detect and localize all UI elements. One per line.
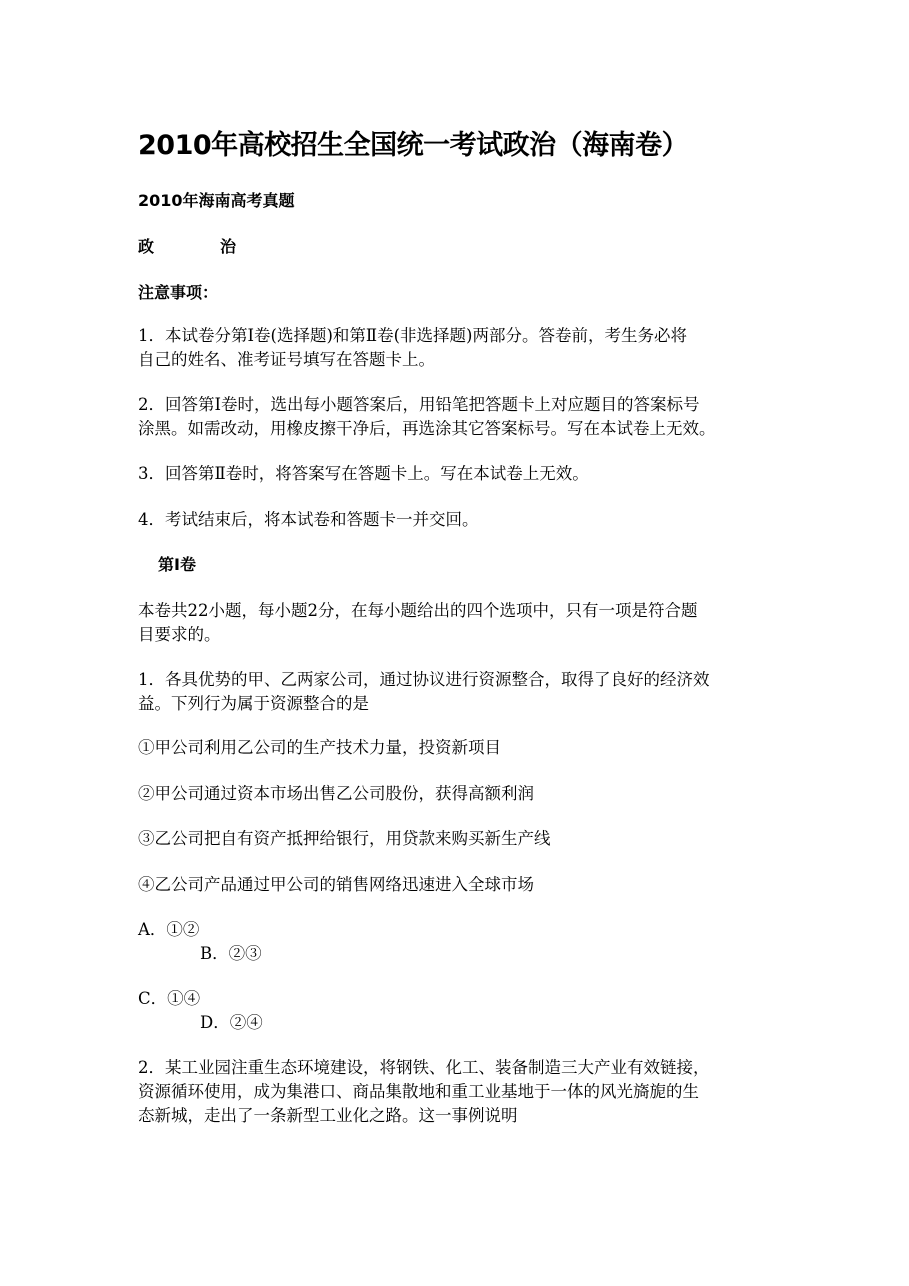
question-1-statement: ④乙公司产品通过甲公司的销售网络迅速进入全球市场 [138,875,534,894]
notice-line: 自己的姓名、准考证号填写在答题卡上。 [138,350,435,369]
intro-line: 目要求的。 [138,625,221,644]
notice-line: 4．考试结束后，将本试卷和答题卡一并交回。 [138,510,479,529]
question-1-statement: ②甲公司通过资本市场出售乙公司股份，获得高额利润 [138,784,534,803]
option-c: C．①④ [138,989,201,1008]
subject-char-right: 治 [220,237,237,256]
notice-item [138,462,778,486]
document-title: 2010年高校招生全国统一考试政治（海南卷） [138,130,689,161]
notice-line: 1．本试卷分第Ⅰ卷(选择题)和第Ⅱ卷(非选择题)两部分。答卷前，考生务必将 [138,326,687,345]
section-intro [138,599,778,647]
question-line: 态新城，走出了一条新型工业化之路。这一事例说明 [138,1106,518,1125]
question-1-statement: ③乙公司把自有资产抵押给银行，用贷款来购买新生产线 [138,829,551,848]
intro-line: 本卷共22小题，每小题2分，在每小题给出的四个选项中，只有一项是符合题 [138,601,698,620]
notice-item [138,393,778,441]
question-line: 益。下列行为属于资源整合的是 [138,694,369,713]
notice-line: 涂黑。如需改动，用橡皮擦干净后，再选涂其它答案标号。写在本试卷上无效。 [138,419,716,438]
subject-char-left: 政 [138,237,155,256]
notice-heading: 注意事项： [138,283,219,302]
section-heading: 第Ⅰ卷 [158,555,196,574]
question-1-stem [138,668,778,716]
notice-item [138,508,778,532]
option-d: D．②④ [200,1013,263,1032]
question-line: 资源循环使用，成为集港口、商品集散地和重工业基地于一体的风光旖旎的生 [138,1082,699,1101]
option-b: B．②③ [200,944,262,963]
notice-line: 2．回答第Ⅰ卷时，选出每小题答案后，用铅笔把答题卡上对应题目的答案标号 [138,395,700,414]
question-1-statement: ①甲公司利用乙公司的生产技术力量，投资新项目 [138,738,501,757]
document-subtitle: 2010年海南高考真题 [138,191,295,210]
notice-item [138,324,778,372]
option-a: A．①② [138,920,200,939]
notice-line: 3．回答第Ⅱ卷时，将答案写在答题卡上。写在本试卷上无效。 [138,464,589,483]
question-line: 2．某工业园注重生态环境建设，将钢铁、化工、装备制造三大产业有效链接， [138,1058,710,1077]
question-2-stem [138,1056,778,1128]
question-line: 1．各具优势的甲、乙两家公司，通过协议进行资源整合，取得了良好的经济效 [138,670,710,689]
